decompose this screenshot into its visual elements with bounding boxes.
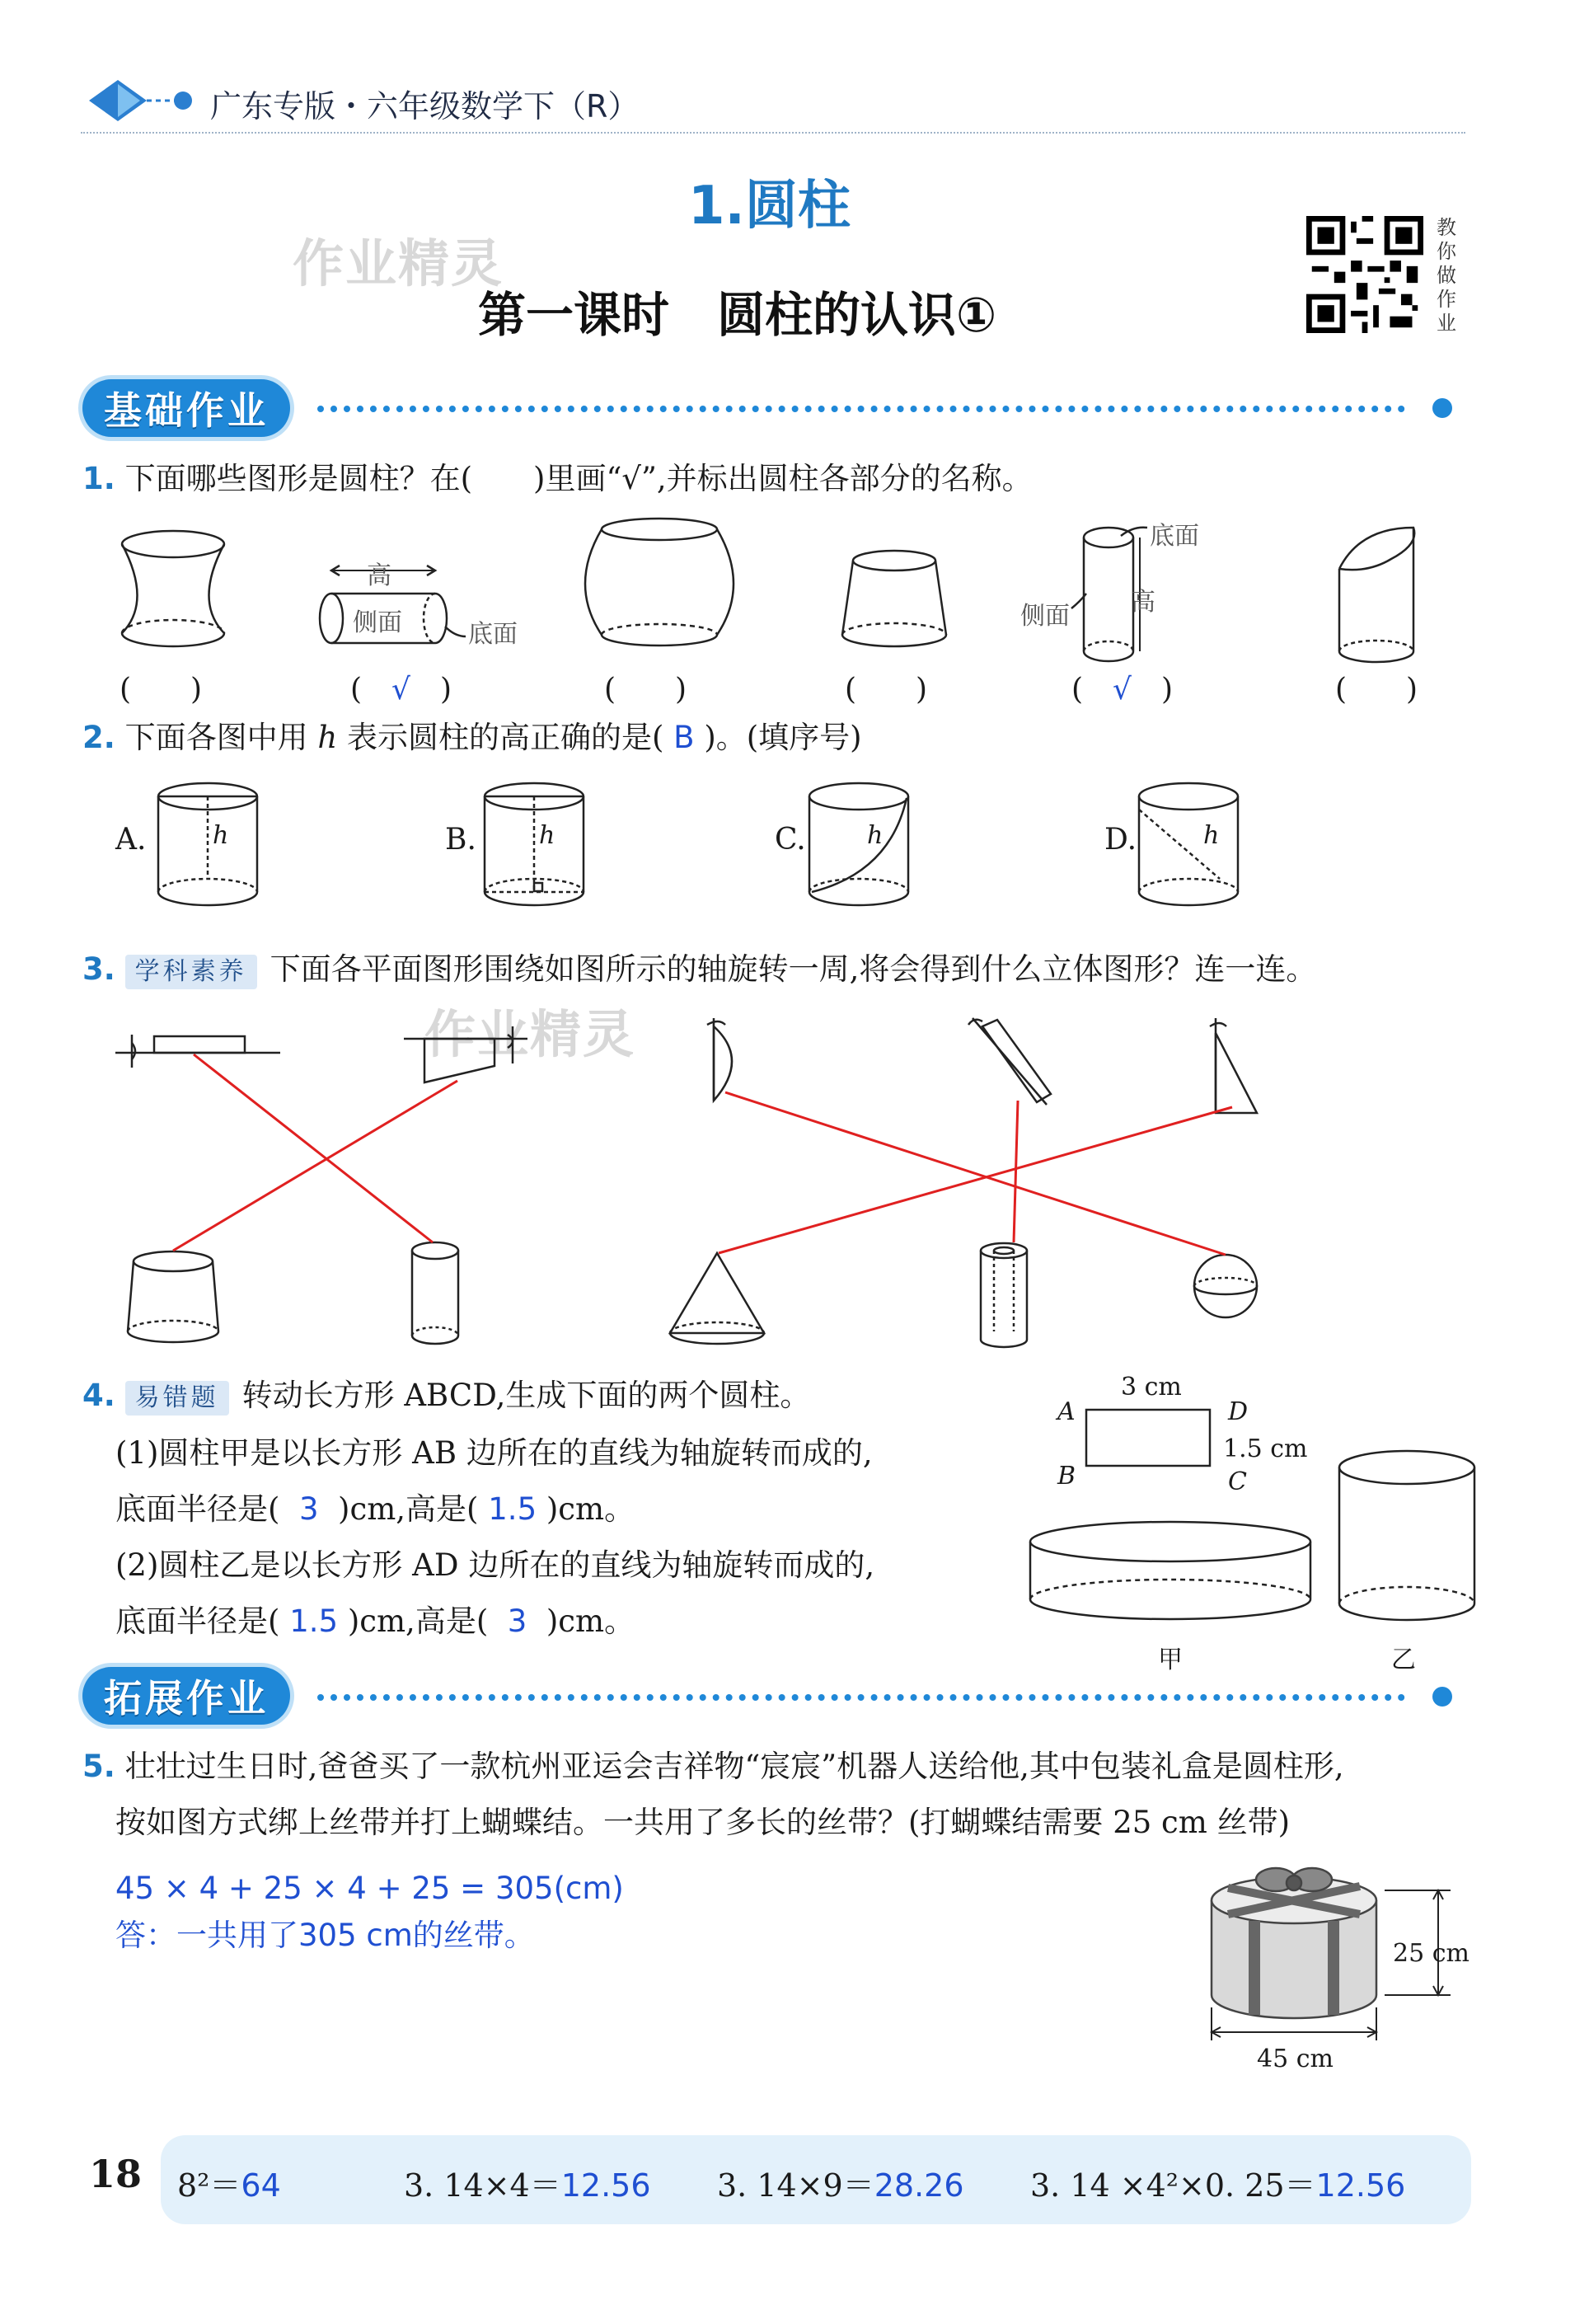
q2-answer: B xyxy=(673,720,695,755)
q2-text: 2. 下面各图中用 h 表示圆柱的高正确的是( B )。(填序号) xyxy=(82,720,862,755)
qr-code-icon xyxy=(1306,216,1423,333)
q4-rect-d: D xyxy=(1228,1397,1249,1426)
q2-h-a: h xyxy=(213,821,229,850)
q4-rect-b: B xyxy=(1057,1462,1076,1491)
footer-item-1: 8²＝64 xyxy=(177,2167,281,2204)
q4-rect-height: 1.5 cm xyxy=(1223,1434,1308,1463)
header-rule xyxy=(81,132,1465,134)
q1-label-height-2: 高 xyxy=(1131,588,1155,617)
qr-caption: 教 你 做 作 业 xyxy=(1437,216,1456,335)
q5-text-1: 5. 壮壮过生日时,爸爸买了一款杭州亚运会吉祥物“宸宸”机器人送给他,其中包装礼盒是圆柱形, xyxy=(82,1749,1344,1784)
q2-option-a: A. xyxy=(115,823,147,857)
q5-answer: 答：一共用了305 cm的丝带。 xyxy=(115,1918,535,1953)
q2-option-b: B. xyxy=(445,823,476,857)
q1-figures xyxy=(0,511,1589,684)
q4-label-jia: 甲 xyxy=(1158,1646,1183,1674)
book-header: 广东专版・六年级数学下（R） xyxy=(210,88,640,124)
gift-height-label: 25 cm xyxy=(1393,1939,1469,1968)
q3-figures xyxy=(0,1002,1589,1364)
q1-answer-1: ( ) xyxy=(120,673,203,707)
q2-h-d: h xyxy=(1203,821,1220,850)
q2-h-b: h xyxy=(539,821,555,850)
q1-answer-2: ( √ ) xyxy=(350,673,452,707)
q4-part1: (1)圆柱甲是以长方形 AB 边所在的直线为轴旋转而成的, xyxy=(115,1435,873,1471)
q4-text: 4. 易错题 转动长方形 ABCD,生成下面的两个圆柱。 xyxy=(82,1377,810,1416)
section-extend-line xyxy=(317,1694,1405,1701)
q4-rect-c: C xyxy=(1228,1467,1247,1496)
q1-label-base: 底面 xyxy=(468,620,518,649)
q2-option-c: C. xyxy=(775,823,806,857)
q4-part2-answer: 底面半径是( 1.5 )cm,高是( 3 )cm。 xyxy=(115,1603,635,1639)
lesson-title: 1.圆柱 xyxy=(688,176,851,237)
q4-figures xyxy=(0,1393,1589,1682)
watermark: 作业精灵 xyxy=(293,233,504,293)
q1-label-side-2: 侧面 xyxy=(1020,602,1070,631)
q1-answer-4: ( ) xyxy=(845,673,928,707)
footer-item-2: 3. 14×4＝12.56 xyxy=(404,2167,651,2204)
gift-diameter-label: 45 cm xyxy=(1257,2045,1334,2073)
q1-text: 1. 下面哪些图形是圆柱？在( )里画“√”,并标出圆柱各部分的名称。 xyxy=(82,461,1033,496)
q5-solution: 45 × 4 + 25 × 4 + 25 = 305(cm) xyxy=(115,1871,624,1906)
watermark-2: 作业精灵 xyxy=(424,1004,636,1064)
q4-rect-width: 3 cm xyxy=(1121,1373,1182,1401)
lesson-subtitle: 第一课时 圆柱的认识① xyxy=(478,287,997,343)
q1-answer-3: ( ) xyxy=(604,673,687,707)
footer-item-4: 3. 14 ×4²×0. 25＝12.56 xyxy=(1030,2167,1406,2204)
section-basic-dot xyxy=(1432,398,1452,418)
section-basic-tag: 基础作业 xyxy=(82,379,290,437)
q2-figures xyxy=(0,775,1589,907)
q4-part2: (2)圆柱乙是以长方形 AD 边所在的直线为轴旋转而成的, xyxy=(115,1547,875,1583)
q4-rect-a: A xyxy=(1057,1397,1076,1426)
q4-label-yi: 乙 xyxy=(1391,1646,1416,1674)
q1-answer-6: ( ) xyxy=(1335,673,1418,707)
q2-option-d: D. xyxy=(1104,823,1137,857)
section-extend-tag: 拓展作业 xyxy=(82,1667,290,1725)
q1-answer-5: ( √ ) xyxy=(1071,673,1174,707)
section-extend-dot xyxy=(1432,1687,1452,1707)
q1-label-base-2: 底面 xyxy=(1150,522,1199,551)
q1-label-side: 侧面 xyxy=(353,608,402,637)
q2-h-c: h xyxy=(867,821,884,850)
q3-text: 3. 学科素养 下面各平面图形围绕如图所示的轴旋转一周,将会得到什么立体图形？连一连。 xyxy=(82,951,1316,989)
page-number: 18 xyxy=(89,2152,143,2196)
header-diamond-icon xyxy=(81,76,196,125)
footer-item-3: 3. 14×9＝28.26 xyxy=(717,2167,964,2204)
q4-part1-answer: 底面半径是( 3 )cm,高是( 1.5 )cm。 xyxy=(115,1491,635,1527)
section-basic-line xyxy=(317,406,1405,412)
q1-label-height: 高 xyxy=(367,561,391,590)
q5-text-2: 按如图方式绑上丝带并打上蝴蝶结。一共用了多长的丝带？(打蝴蝶结需要 25 cm 丝带) xyxy=(115,1805,1291,1840)
